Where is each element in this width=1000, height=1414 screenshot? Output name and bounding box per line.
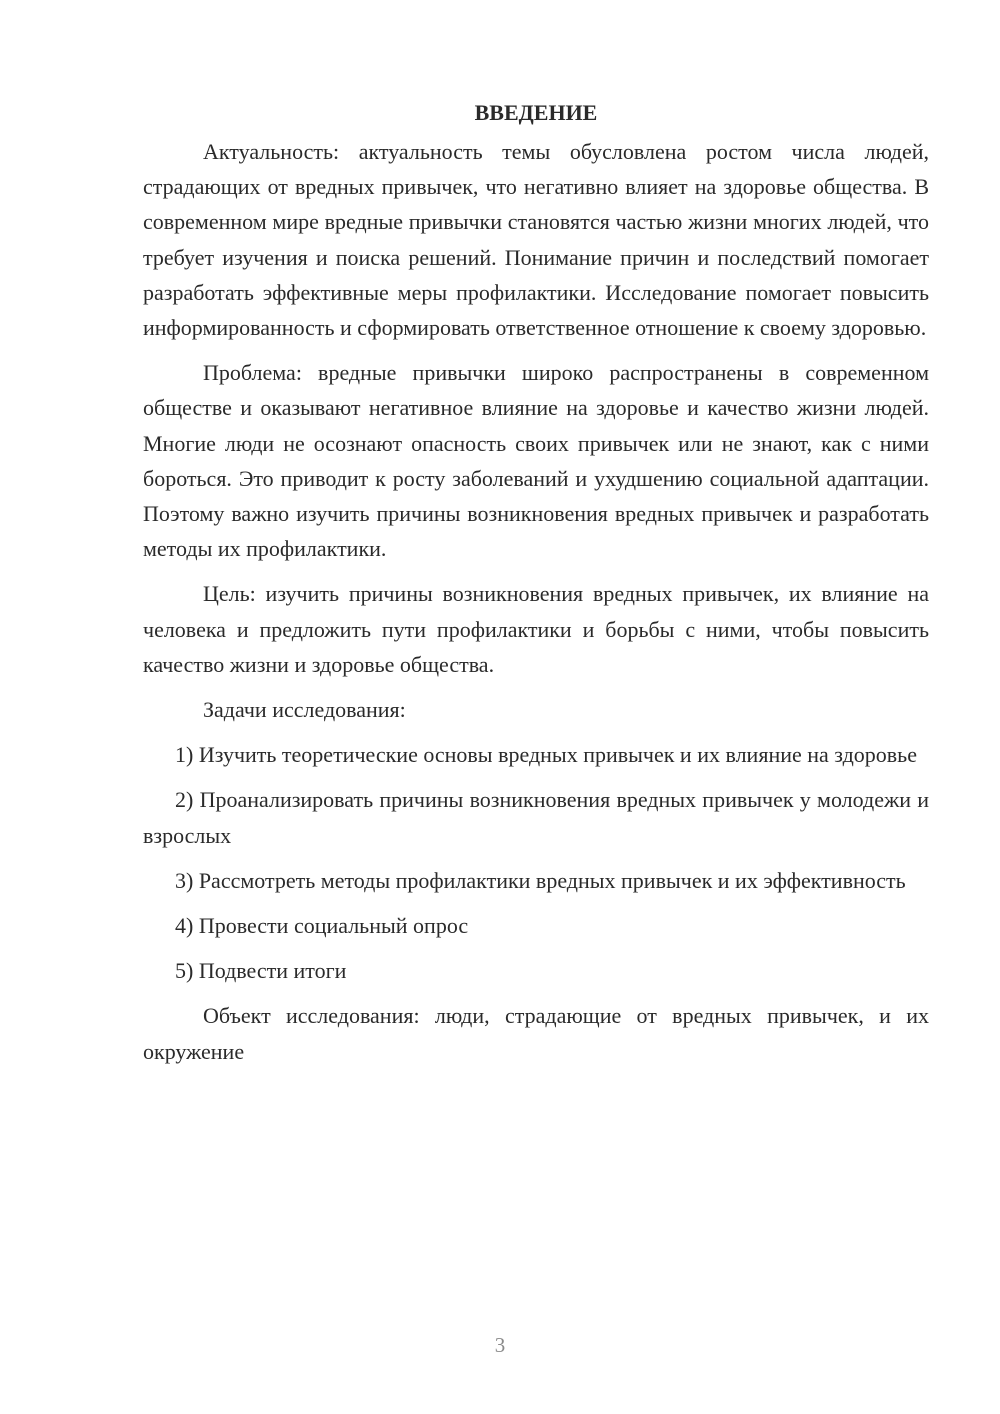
task-item: 3) Рассмотреть методы профилактики вредных привычек и их эффективность [175, 867, 906, 893]
page-number: 3 [494, 1333, 506, 1357]
task-item: 4) Провести социальный опрос [175, 913, 469, 939]
task-item: 2) Проанализировать причины возникновения вредных привычек у молодежи и взрослых [143, 787, 929, 848]
paragraph-problem: Проблема: вредные привычки широко распространены в современном обществе и оказывают негативное влияние на здоровье и качество жизни людей. Многие люди не осознают опасность своих привычек или не знают, как с ними бороться. Это приводит к росту заболеваний и ухудшению социальной адаптации. Поэтому важно изучить причины возникновения вредных привычек и разработать методы их профилактики. [143, 360, 929, 562]
tasks-heading: Задачи исследования: [203, 697, 406, 723]
paragraph-goal: Цель: изучить причины возникновения вредных привычек, их влияние на человека и предложить пути профилактики и борьбы с ними, чтобы повысить качество жизни и здоровье общества. [143, 581, 929, 677]
section-title: ВВЕДЕНИЕ [474, 100, 598, 125]
paragraph-relevance: Актуальность: актуальность темы обусловлена ростом числа людей, страдающих от вредных привычек, что негативно влияет на здоровье общества. В современном мире вредные привычки становятся частью жизни многих людей, что требует изучения и поиска решений. Понимание причин и последствий помогает разработать эффективные меры профилактики. Исследование помогает повысить информированность и сформировать ответственное отношение к своему здоровью. [143, 139, 929, 341]
task-item: 1) Изучить теоретические основы вредных привычек и их влияние на здоровье [175, 742, 917, 768]
paragraph-object: Объект исследования: люди, страдающие от вредных привычек, и их окружение [143, 1003, 929, 1064]
page-content [143, 95, 929, 1079]
task-item: 5) Подвести итоги [175, 958, 347, 984]
